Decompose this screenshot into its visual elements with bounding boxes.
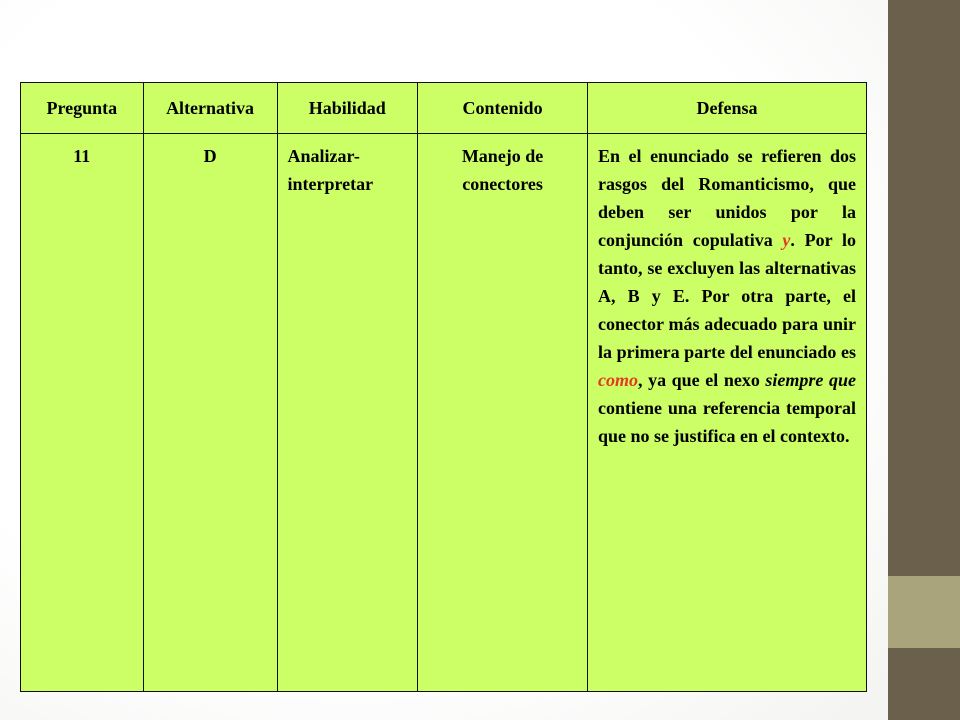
cell-alternativa: D	[143, 134, 277, 692]
answer-table	[20, 82, 867, 692]
header-contenido: Contenido	[418, 83, 588, 134]
cell-habilidad: Analizar-interpretar	[277, 134, 418, 692]
header-pregunta: Pregunta	[21, 83, 144, 134]
table-row	[21, 134, 867, 692]
defensa-text-4: contiene una referencia temporal que no se justifica en el contexto.	[598, 398, 856, 446]
cell-defensa	[588, 134, 867, 692]
cell-contenido: Manejo de conectores	[418, 134, 588, 692]
defensa-word-siempre-que: siempre que	[765, 370, 856, 390]
defensa-word-y: y	[782, 230, 791, 250]
defensa-text-1: En el enunciado se refieren dos rasgos del Romanticismo, que deben ser unidos por la conjunción copulativa	[598, 146, 856, 250]
header-habilidad: Habilidad	[277, 83, 418, 134]
cell-pregunta: 11	[21, 134, 144, 692]
header-defensa: Defensa	[588, 83, 867, 134]
defensa-text-3: , ya que el nexo	[638, 370, 766, 390]
table-header-row	[21, 83, 867, 134]
header-alternativa: Alternativa	[143, 83, 277, 134]
defensa-word-como: como	[598, 370, 638, 390]
defensa-text-2: . Por lo tanto, se excluyen las alternativas A, B y E. Por otra parte, el conector más adecuado para unir la primera parte del enunciado es	[598, 230, 856, 362]
decorative-side-accent	[888, 576, 960, 648]
